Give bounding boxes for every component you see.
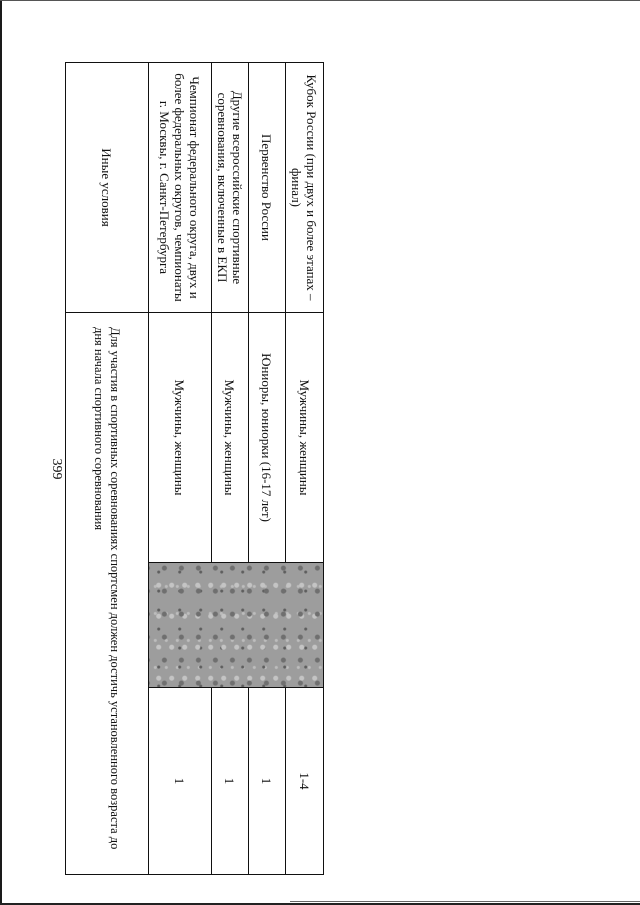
category-cell: Мужчины, женщины — [212, 313, 249, 563]
scan-edge-left — [0, 0, 2, 905]
place-cell: 1-4 — [286, 688, 324, 875]
scan-edge-bottom — [290, 901, 640, 902]
category-cell: Мужчины, женщины — [286, 313, 324, 563]
scan-edge-top — [0, 0, 640, 1]
competition-cell: Первенство России — [249, 63, 286, 313]
other-conditions-label: Иные условия — [66, 63, 149, 313]
place-cell: 1 — [212, 688, 249, 875]
competition-cell: Другие всероссийские спортивные соревнования, включенные в ЕКП — [212, 63, 249, 313]
table-row — [249, 63, 286, 875]
competition-cell: Чемпионат федерального округа, двух и более федеральных округов, чемпионаты г. Москвы, г. Санкт-Петербурга — [149, 63, 212, 313]
requirements-table-wrapper — [66, 62, 324, 874]
place-cell: 1 — [249, 688, 286, 875]
shaded-cell — [149, 563, 324, 688]
table-row — [149, 63, 212, 875]
category-cell: Юниоры, юниорки (16-17 лет) — [249, 313, 286, 563]
page-number: 399 — [49, 458, 64, 480]
table-row — [66, 63, 149, 875]
place-cell: 1 — [149, 688, 212, 875]
category-cell: Мужчины, женщины — [149, 313, 212, 563]
table-row — [212, 63, 249, 875]
table-row — [286, 63, 324, 875]
competition-cell: Кубок России (при двух и более этапах – финал) — [286, 63, 324, 313]
other-conditions-text: Для участия в спортивных соревнованиях спортсмен должен достичь установленного возраста до дня начала спортивного соревнования — [66, 313, 149, 875]
requirements-table — [65, 62, 324, 875]
